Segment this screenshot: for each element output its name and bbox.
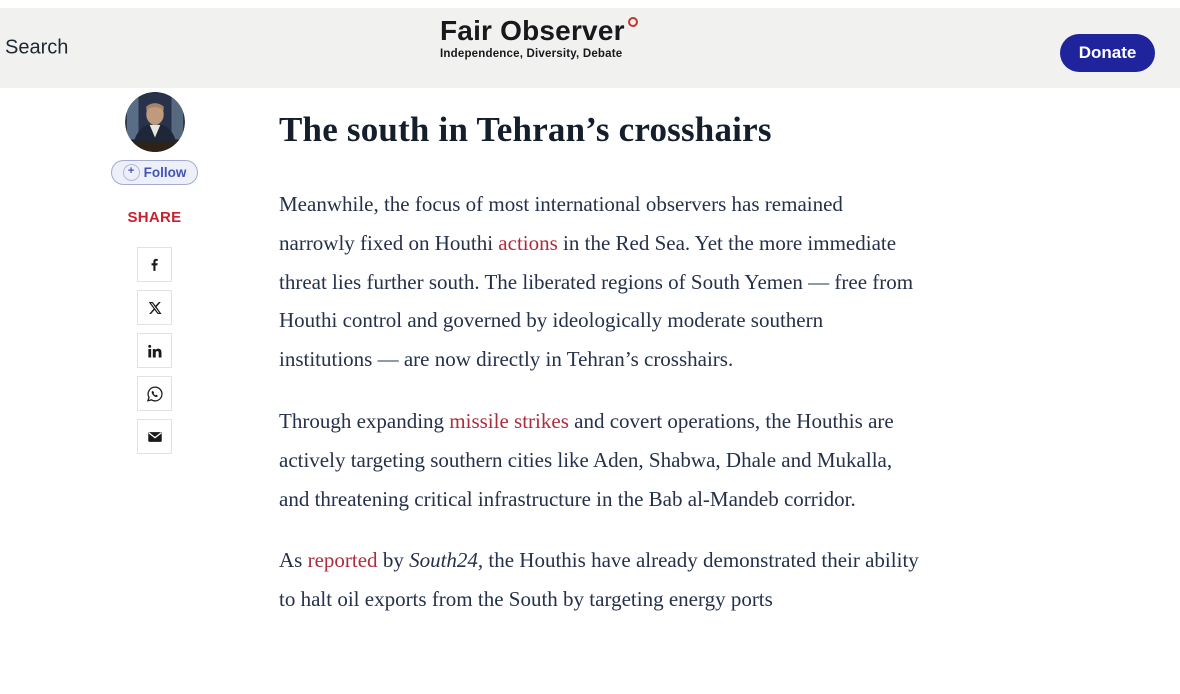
logo-tagline: Independence, Diversity, Debate (440, 48, 623, 60)
follow-button[interactable] (111, 160, 199, 185)
page-body (0, 88, 1180, 642)
article (279, 88, 959, 642)
logo-ring-icon (628, 17, 638, 27)
x-share-button[interactable] (137, 290, 172, 325)
top-strip (0, 0, 1180, 8)
share-label: SHARE (127, 209, 182, 226)
author-photo (125, 92, 185, 152)
inline-article-link[interactable]: reported (307, 548, 378, 573)
envelope-icon (146, 428, 164, 446)
share-buttons (137, 247, 172, 454)
paragraph-text: Through expanding (279, 408, 450, 433)
whatsapp-icon (146, 385, 164, 403)
linkedin-share-button[interactable] (137, 333, 172, 368)
logo-title: Fair Observer (440, 15, 625, 46)
article-body (279, 185, 959, 619)
facebook-share-button[interactable] (137, 247, 172, 282)
plus-icon: + (123, 164, 140, 181)
share-sidebar (0, 88, 279, 642)
inline-article-link[interactable]: actions (498, 230, 558, 255)
paragraph-text: , the Houthis have already demonstrated their ability to halt oil exports from the South by targeting energy ports (279, 548, 919, 612)
facebook-icon (146, 256, 163, 273)
donate-button[interactable]: Donate (1060, 34, 1155, 72)
paragraph-text: As (279, 548, 308, 573)
inline-article-link[interactable]: missile strikes (449, 408, 569, 433)
article-paragraph (279, 541, 919, 619)
paragraph-text: Meanwhile, the focus of most international observers has remained narrowly fixed on Houthi (279, 192, 843, 255)
paragraph-text: by (377, 548, 410, 573)
publication-name: South24 (409, 548, 478, 573)
email-share-button[interactable] (137, 419, 172, 454)
article-paragraph (279, 402, 919, 518)
search-button[interactable]: Search (5, 36, 69, 59)
linkedin-icon (147, 343, 163, 359)
x-icon (147, 300, 163, 316)
paragraph-text: and covert operations, the Houthis are actively targeting southern cities like Aden, Shabwa, Dhale and Mukalla, and threatening critical infrastructure in the Bab al-Mandeb corridor. (279, 408, 894, 511)
site-header (0, 8, 1180, 88)
whatsapp-share-button[interactable] (137, 376, 172, 411)
article-title: The south in Tehran’s crosshairs (279, 110, 772, 149)
author-avatar[interactable] (125, 92, 185, 152)
article-paragraph (279, 185, 919, 379)
follow-label: Follow (143, 165, 187, 180)
site-logo[interactable] (440, 17, 638, 60)
paragraph-text: in the Red Sea. Yet the more immediate threat lies further south. The liberated regions of South Yemen — free from Houthi control and governed by ideologically moderate southern institutions — are now directly in Tehran’s crosshairs. (279, 230, 914, 372)
